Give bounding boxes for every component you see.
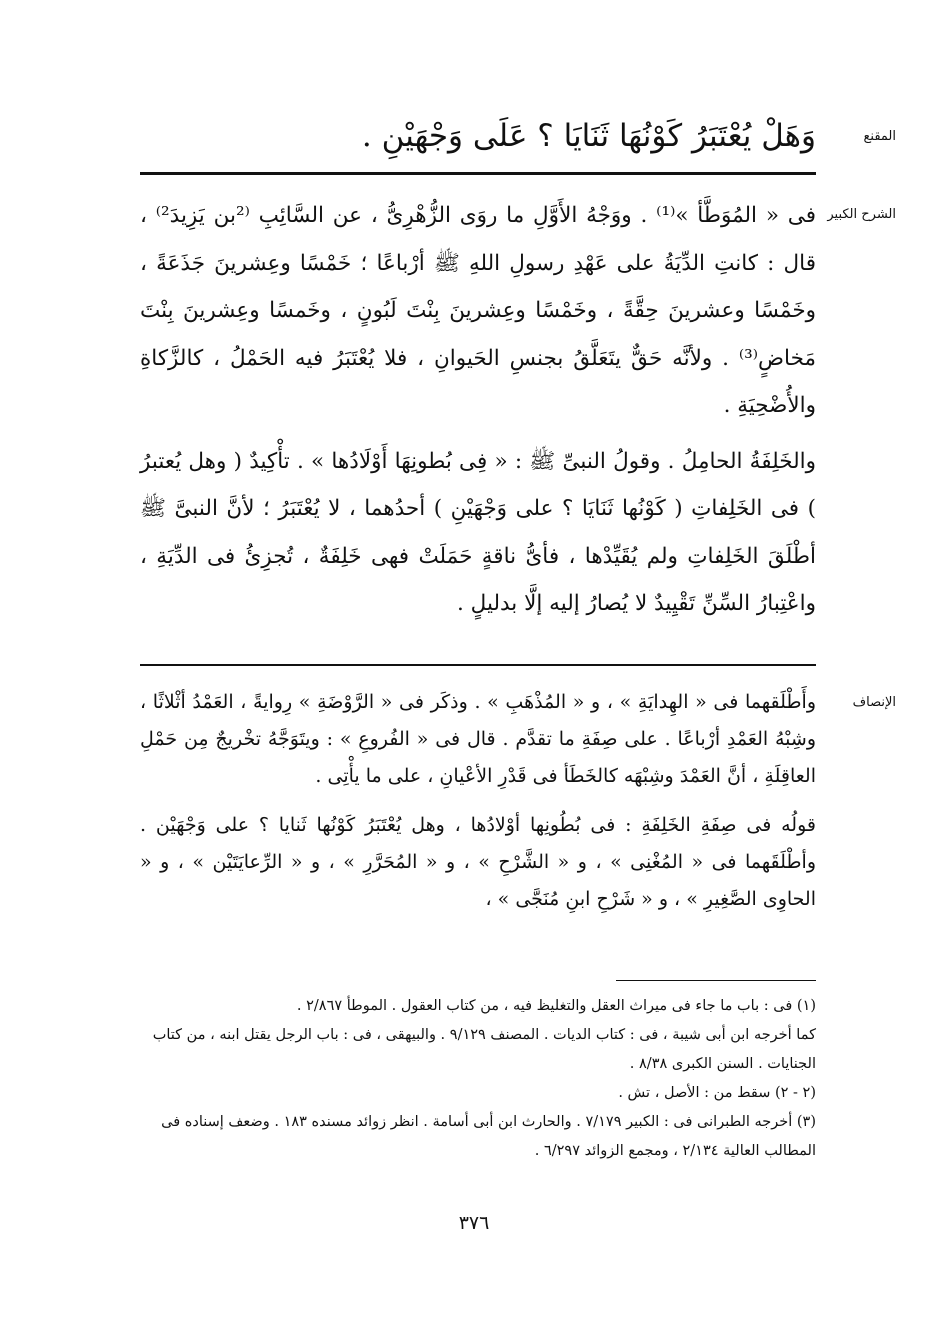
insaf-paragraph-2: قولُه فى صِفَةِ الخَلِفَةِ : فى بُطُونِها أوْلادُها ، وهل يُعْتَبَرُ كَوْنُها ثَنايا ؟ على وَجْهَيْن . وأطْلَقَهما فى « المُغْنِى » ، و « الشَّرْحِ » ، و « المُحَرَّرِ » ، و « الرِّعايَتَيْن » ، و « الحاوِى الصَّغِيرِ » ، و « شَرْحِ ابنِ مُنَجَّى » ، xyxy=(140,814,816,910)
sharh-body xyxy=(140,192,816,628)
muqni-text: وَهَلْ يُعْتَبَرُ كَوْنُهَا ثَنَايَا ؟ عَلَى وَجْهَيْنِ . xyxy=(361,118,816,154)
footnote-1-continued: كما أخرجه ابن أبى شيبة ، فى : كتاب الديات . المصنف ٩/١٢٩ . والبيهقى ، فى : باب الرجل يقتل ابنه ، من كتاب الجنايات . السنن الكبرى ٨/٣٨ . xyxy=(152,1027,816,1072)
sharh-paragraph-2: والخَلِفَةُ الحامِلُ . وقولُ النبىِّ ﷺ : « فِى بُطونِهَا أَوْلَادُها » . تأْكِيدٌ ( وهل يُعتبرُ ) فى الخَلِفاتِ ( كَوْنُها ثَنَايَا ؟ على وَجْهَيْنِ ) أحدُهما ، لا يُعْتَبَرُ ؛ لأنَّ النبىَّ ﷺ أطْلَقَ الخَلِفاتِ ولم يُقَيِّدْها ، فأىُّ ناقةٍ حَمَلَتْ فهى خَلِفَةٌ ، تُجزِئُ فى الدِّيَةِ ، واعْتِبارُ السِّنِّ تَقْيِيدٌ لا يُصارُ إليه إلَّا بدليلٍ . xyxy=(140,448,816,616)
section-divider xyxy=(140,664,816,666)
footnote-2: (٢ - ٢) سقط من : الأصل ، تش . xyxy=(618,1085,816,1101)
section-label-sharh: الشرح الكبير xyxy=(827,207,896,222)
sharh-paragraph-1: فى « المُوَطَّأ »⁽¹⁾ . ووَجْهُ الأَوَّلِ ما روَى الزُّهْرِىُّ ، عن السَّائِبِ ⁽²بن يَزِيدَ²⁾ ، قال : كانتِ الدِّيَةُ على عَهْدِ رسولِ اللهِ ﷺ أرْباعًا ؛ خَمْسًا وعِشرينَ جَذَعَةً ، وخَمْسًا وعشرينَ حِقَّةً ، وخَمْسًا وعِشرينَ بِنْتَ لَبُونٍ ، وخَمسًا وعِشرينَ بِنْتَ مَخاضٍ⁽³⁾ . ولأنَّه حَقٌّ يتَعَلَّقُ بجنسِ الحَيوانِ ، فلا يُعْتَبَرُ فيه الحَمْلُ ، كالزَّكاةِ والأُضْحِيَةِ . xyxy=(140,203,816,418)
page-number: ٣٧٦ xyxy=(458,1212,490,1234)
insaf-body xyxy=(140,684,816,918)
section-divider xyxy=(140,172,816,175)
footnote-1: (١) فى : باب ما جاء فى ميراث العقل والتغليظ فيه ، من كتاب العقول . الموطأ ٢/٨٦٧ . xyxy=(296,998,816,1014)
footnote-divider xyxy=(616,980,816,981)
footnotes xyxy=(126,992,816,1166)
section-label-muqni: المقنع xyxy=(863,129,896,144)
insaf-paragraph-1: وأَطْلَقهما فى « الهِدايَةِ » ، و « المُذْهَبِ » . وذكَر فى « الرَّوْضَةِ » رِوايةً ، العَمْدُ أثْلاثًا ، وشِبْهُ العَمْدِ أرْباعًا . على صِفَةِ ما تقدَّم . قال فى « الفُروعِ » : ويتَوَجَّهُ تخْريجٌ مِن حَمْلِ العاقِلَةِ ، أنَّ العَمْدَ وشِبْهَه كالخَطَأ فى قَدْرِ الأعْيانِ ، على ما يأْتِى . xyxy=(140,691,816,787)
footnote-3: (٣) أخرجه الطبرانى فى : الكبير ٧/١٧٩ . والحارث ابن أبى أسامة . انظر زوائد مسنده ١٨٣ . وضعف إسناده فى المطالب العالية ٢/١٣٤ ، ومجمع الزوائد ٦/٢٩٧ . xyxy=(161,1114,816,1159)
section-label-insaf: الإنصاف xyxy=(852,695,896,710)
